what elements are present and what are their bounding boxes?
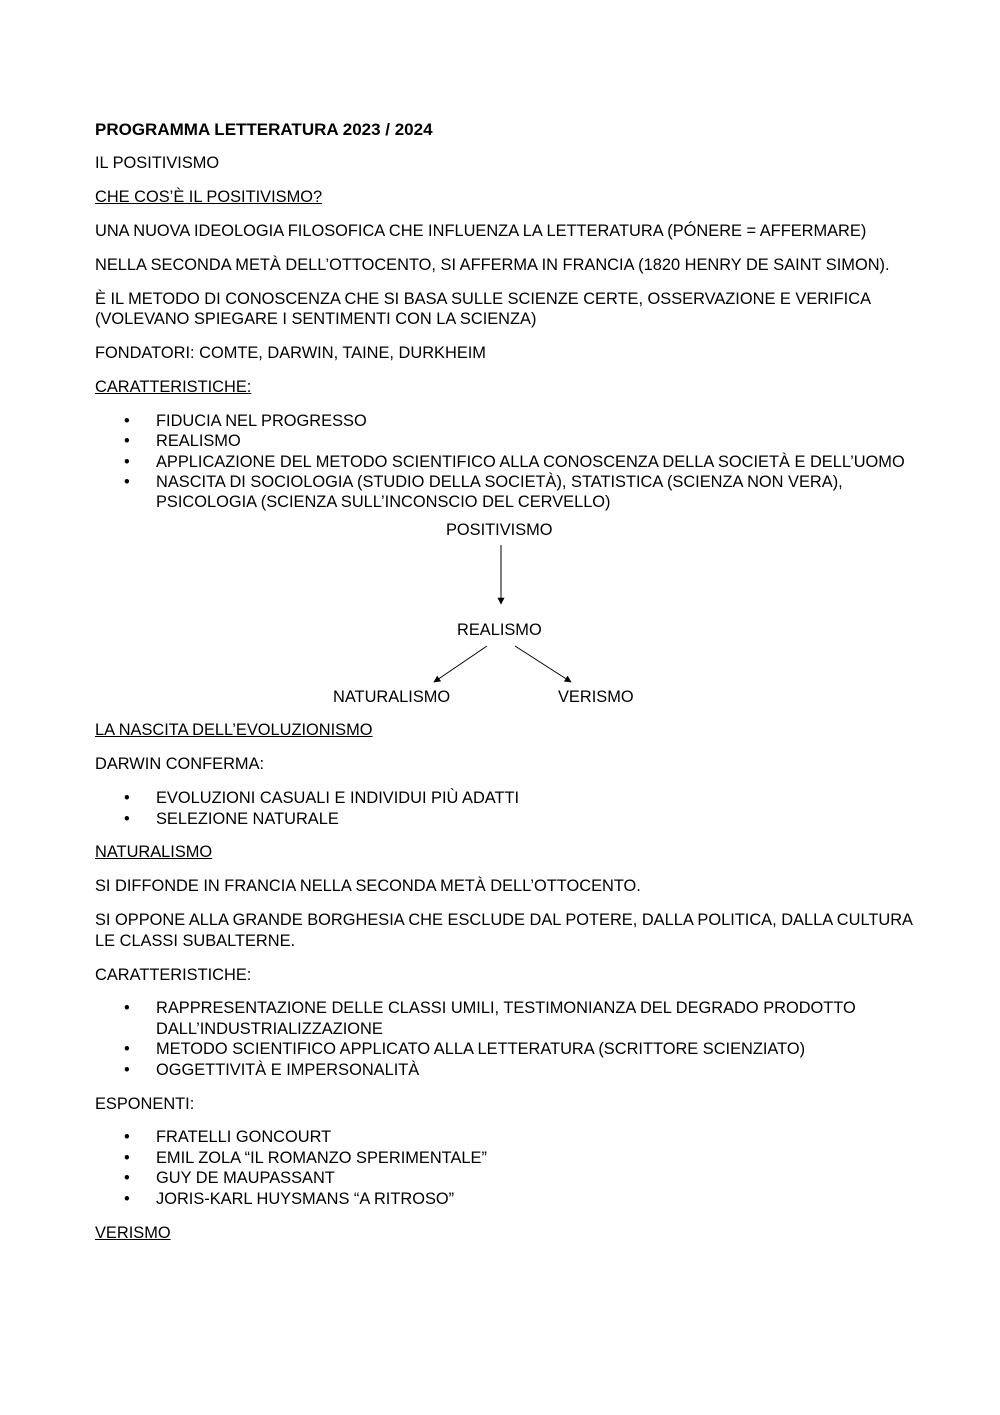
list-item: • APPLICAZIONE DEL METODO SCIENTIFICO ALLA CONOSCENZA DELLA SOCIETÀ E DELL’UOMO	[124, 452, 905, 471]
heading-evoluzionismo: LA NASCITA DELL’EVOLUZIONISMO	[95, 721, 373, 740]
heading-nat-caratteristiche: CARATTERISTICHE:	[95, 965, 252, 984]
list-item: • OGGETTIVITÀ E IMPERSONALITÀ	[124, 1060, 420, 1079]
document-page	[95, 119, 915, 1257]
list-item: • GUY DE MAUPASSANT	[124, 1169, 335, 1188]
diagram-node-positivismo: POSITIVISMO	[446, 521, 553, 540]
list-item: • METODO SCIENTIFICO APPLICATO ALLA LETTERATURA (SCRITTORE SCIENZIATO)	[124, 1040, 806, 1059]
paragraph-diffonde: SI DIFFONDE IN FRANCIA NELLA SECONDA METÀ DELL’OTTOCENTO.	[95, 877, 641, 896]
paragraph-ottocento: NELLA SECONDA METÀ DELL’OTTOCENTO, SI AFFERMA IN FRANCIA (1820 HENRY DE SAINT SIMON).	[95, 255, 890, 274]
arrow-realismo-naturalismo	[434, 646, 487, 682]
diagram-node-verismo: VERISMO	[558, 688, 634, 707]
bullet-icon: •	[124, 999, 130, 1018]
bullet-icon: •	[124, 1148, 130, 1167]
bullet-icon: •	[124, 1128, 130, 1147]
list-caratteristiche	[95, 411, 915, 513]
list-item: • EVOLUZIONI CASUALI E INDIVIDUI PIÙ ADATTI	[124, 789, 520, 808]
bullet-icon: •	[124, 472, 130, 491]
bullet-icon: •	[124, 1189, 130, 1208]
heading-naturalismo: NATURALISMO	[95, 843, 213, 862]
list-item: • FRATELLI GONCOURT	[124, 1128, 332, 1147]
list-item: • RAPPRESENTAZIONE DELLE CLASSI UMILI, TESTIMONIANZA DEL DEGRADO PRODOTTO DALL’INDUSTRIALIZZAZIONE	[124, 999, 856, 1038]
positivism-diagram	[95, 520, 915, 720]
diagram-node-realismo: REALISMO	[457, 621, 542, 640]
list-item: • JORIS-KARL HUYSMANS “A RITROSO”	[124, 1189, 455, 1208]
bullet-icon: •	[124, 411, 130, 430]
paragraph-metodo: È IL METODO DI CONOSCENZA CHE SI BASA SULLE SCIENZE CERTE, OSSERVAZIONE E VERIFICA (VOLEVANO SPIEGARE I SENTIMENTI CON LA SCIENZA)	[95, 289, 871, 329]
bullet-icon: •	[124, 1040, 130, 1059]
heading-caratteristiche: CARATTERISTICHE:	[95, 377, 252, 396]
paragraph-darwin: DARWIN CONFERMA:	[95, 755, 265, 774]
arrow-realismo-verismo	[515, 646, 571, 682]
paragraph-oppone: SI OPPONE ALLA GRANDE BORGHESIA CHE ESCLUDE DAL POTERE, DALLA POLITICA, DALLA CULTURA LE CLASSI SUBALTERNE.	[95, 911, 913, 950]
bullet-icon: •	[124, 452, 130, 471]
list-nat-caratteristiche	[95, 998, 915, 1080]
list-item: • SELEZIONE NATURALE	[124, 809, 339, 828]
paragraph-fondatori: FONDATORI: COMTE, DARWIN, TAINE, DURKHEIM	[95, 343, 486, 362]
heading-esponenti: ESPONENTI:	[95, 1094, 195, 1113]
document-title: PROGRAMMA LETTERATURA 2023 / 2024	[95, 120, 433, 139]
list-darwin	[95, 788, 915, 829]
bullet-icon: •	[124, 432, 130, 451]
list-esponenti	[95, 1127, 915, 1209]
bullet-icon: •	[124, 789, 130, 808]
bullet-icon: •	[124, 809, 130, 828]
paragraph-ideologia: UNA NUOVA IDEOLOGIA FILOSOFICA CHE INFLUENZA LA LETTERATURA (PÓNERE = AFFERMARE)	[95, 221, 867, 240]
list-item: • REALISMO	[124, 432, 241, 451]
heading-che-cose: CHE COS’È IL POSITIVISMO?	[95, 187, 323, 206]
heading-verismo: VERISMO	[95, 1223, 171, 1242]
section-positivismo: IL POSITIVISMO	[95, 154, 220, 172]
bullet-icon: •	[124, 1060, 130, 1079]
list-item: • NASCITA DI SOCIOLOGIA (STUDIO DELLA SOCIETÀ), STATISTICA (SCIENZA NON VERA), PSICOLOGIA (SCIENZA SULL’INCONSCIO DEL CERVELLO)	[124, 472, 843, 512]
list-item: • FIDUCIA NEL PROGRESSO	[124, 411, 367, 430]
bullet-icon: •	[124, 1169, 130, 1188]
list-item: • EMIL ZOLA “IL ROMANZO SPERIMENTALE”	[124, 1148, 487, 1167]
diagram-node-naturalismo: NATURALISMO	[333, 688, 451, 707]
